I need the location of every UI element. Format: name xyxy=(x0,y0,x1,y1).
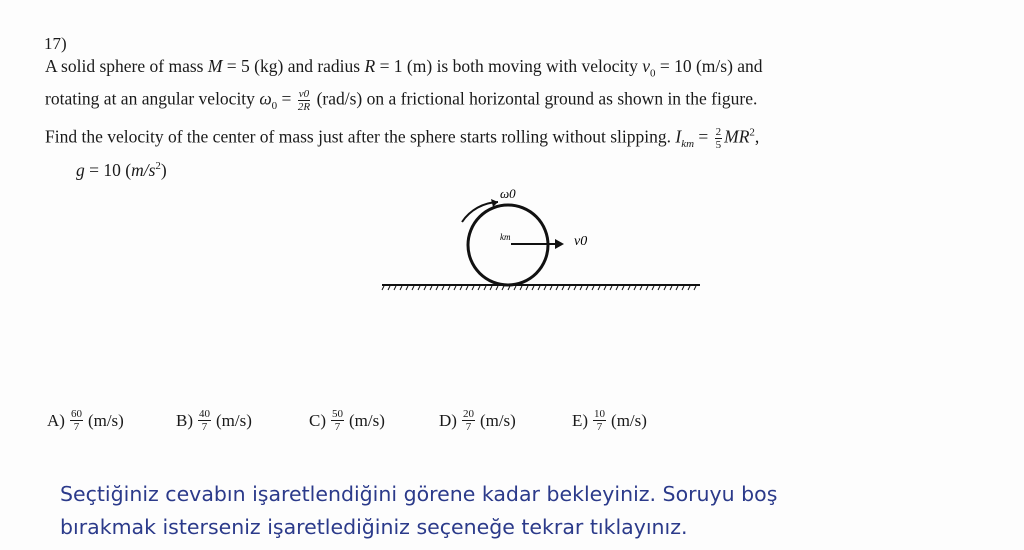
text: = 10 (m/s) and xyxy=(655,56,763,76)
sphere-figure xyxy=(380,180,710,295)
numerator: 50 xyxy=(332,408,343,420)
radius-symbol: R xyxy=(364,56,376,76)
text: = 1 (m) is both moving with velocity xyxy=(375,56,643,76)
choice-fraction xyxy=(593,408,606,433)
choice-fraction xyxy=(331,408,344,433)
text: = 5 (kg) and radius xyxy=(222,56,365,76)
fraction-v0-over-2R xyxy=(298,88,310,113)
choice-d[interactable] xyxy=(439,408,516,433)
numerator: 60 xyxy=(70,408,82,420)
text: A solid sphere of mass xyxy=(45,56,208,76)
omega-symbol: ω xyxy=(259,88,272,109)
subscript: 0 xyxy=(271,100,278,113)
question-line-3 xyxy=(45,126,759,151)
text: ) xyxy=(160,160,167,180)
numerator: 20 xyxy=(462,408,474,420)
question-line-1 xyxy=(45,56,763,80)
numerator: 2 xyxy=(715,126,722,138)
instruction-line-2: bırakmak isterseniz işaretlediğiniz seçeneğe tekrar tıklayınız. xyxy=(60,515,688,539)
ground-hatching xyxy=(382,286,696,290)
omega-label: ω0 xyxy=(500,186,516,201)
numerator: v0 xyxy=(298,88,310,100)
superscript: 2 xyxy=(749,126,755,139)
denominator: 7 xyxy=(201,421,208,433)
choice-fraction xyxy=(462,408,475,433)
subscript: km xyxy=(681,138,695,151)
numerator: 40 xyxy=(199,408,210,420)
choice-c[interactable] xyxy=(309,408,385,433)
question-line-2 xyxy=(45,88,757,113)
choice-e[interactable] xyxy=(572,408,647,433)
text: , xyxy=(754,126,760,147)
center-label: km xyxy=(500,232,511,242)
velocity-label: v0 xyxy=(574,234,588,249)
equals: = xyxy=(277,88,296,109)
instruction-message xyxy=(60,478,777,544)
choice-fraction xyxy=(70,408,83,433)
choice-unit: (m/s) xyxy=(349,410,385,430)
question-number: 17) xyxy=(44,34,67,53)
choice-unit: (m/s) xyxy=(611,410,647,430)
denominator: 7 xyxy=(334,421,341,433)
instruction-line-1: Seçtiğiniz cevabın işaretlendiğini görene kadar bekleyiniz. Soruyu boş xyxy=(60,482,778,506)
denominator: 7 xyxy=(465,421,472,433)
mass-symbol: M xyxy=(207,56,223,76)
choice-unit: (m/s) xyxy=(479,410,516,430)
choice-a[interactable] xyxy=(47,408,124,433)
fraction-2-over-5 xyxy=(715,126,723,151)
choice-letter: C) xyxy=(309,410,326,430)
text: Find the velocity of the center of mass just after the sphere starts rolling without slipping. xyxy=(45,126,676,147)
equals: = xyxy=(694,126,713,147)
choice-b[interactable] xyxy=(176,408,252,433)
velocity-symbol: v xyxy=(642,56,650,76)
text: rotating at an angular velocity xyxy=(45,88,260,109)
question-line-4 xyxy=(76,160,167,181)
choice-letter: B) xyxy=(176,410,193,430)
text: (rad/s) on a frictional horizontal ground as shown in the figure. xyxy=(312,88,758,109)
denominator: 2R xyxy=(297,101,311,113)
denominator: 7 xyxy=(596,421,603,433)
gravity-symbol: g xyxy=(76,160,85,180)
denominator: 5 xyxy=(715,139,722,151)
inertia-symbol: I xyxy=(675,126,682,147)
choice-letter: A) xyxy=(47,410,65,430)
denominator: 7 xyxy=(73,421,80,433)
unit: m/s xyxy=(131,160,156,180)
text: = 10 ( xyxy=(84,160,132,180)
mr-symbol: MR xyxy=(724,126,750,147)
velocity-arrow-head xyxy=(555,239,564,249)
choice-letter: D) xyxy=(439,410,457,430)
choice-fraction xyxy=(198,408,211,433)
choice-unit: (m/s) xyxy=(87,410,124,430)
choice-letter: E) xyxy=(572,410,589,430)
numerator: 10 xyxy=(594,408,606,420)
choice-unit: (m/s) xyxy=(216,410,252,430)
superscript: 2 xyxy=(155,160,161,173)
subscript: 0 xyxy=(649,67,656,80)
